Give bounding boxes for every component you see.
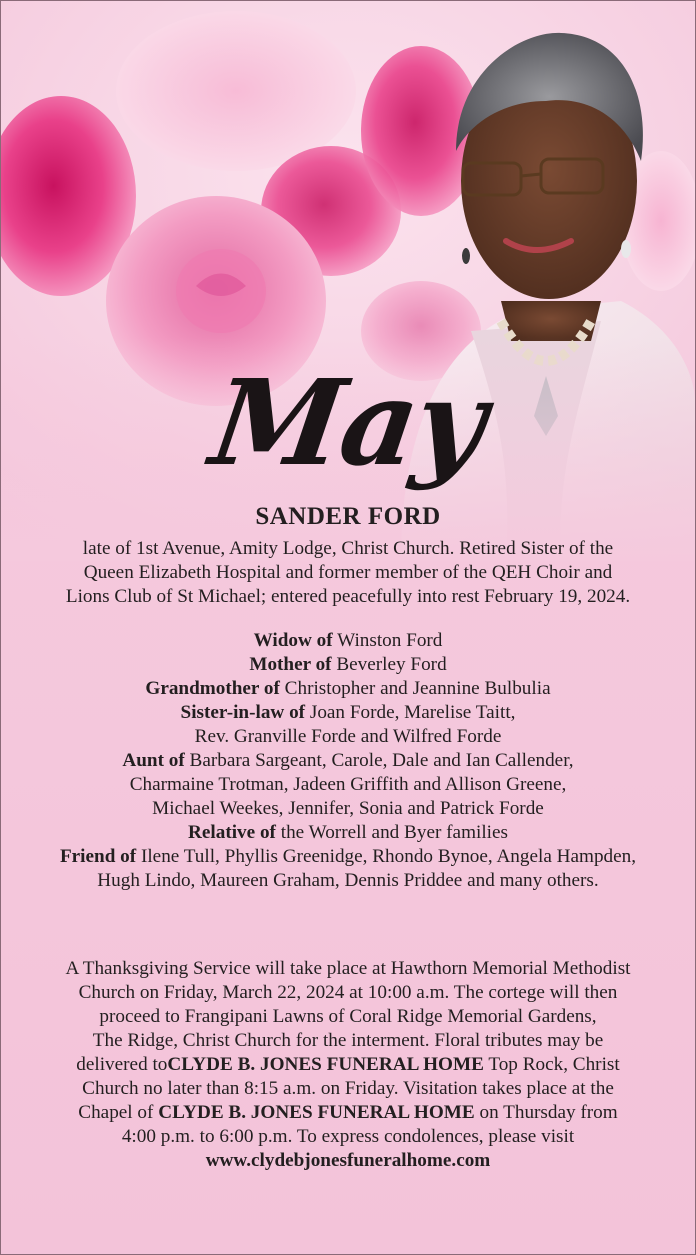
relation-line xyxy=(21,749,675,773)
funeral-home-name: CLYDE B. JONES FUNERAL HOME xyxy=(167,1054,484,1075)
service-line: A Thanksgiving Service will take place at Hawthorn Memorial Methodist xyxy=(65,958,631,979)
service-line: Church no later than 8:15 a.m. on Friday. Visitation takes place at the xyxy=(82,1078,614,1099)
relation-line xyxy=(21,797,675,821)
relation-text: Hugh Lindo, Maureen Graham, Dennis Priddee and many others. xyxy=(97,870,599,891)
relation-line xyxy=(21,701,675,725)
website-link[interactable]: www.clydebjonesfuneralhome.com xyxy=(205,1150,491,1171)
relation-text: Michael Weekes, Jennifer, Sonia and Patrick Forde xyxy=(152,798,544,819)
relation-label: Mother of xyxy=(249,654,332,675)
service-line xyxy=(21,1053,675,1077)
relation-text: Winston Ford xyxy=(332,630,443,651)
relation-line xyxy=(21,653,675,677)
family-relations xyxy=(21,629,675,893)
relation-line xyxy=(21,629,675,653)
service-line: The Ridge, Christ Church for the interment. Floral tributes may be xyxy=(92,1030,604,1051)
service-text: Top Rock, Christ xyxy=(483,1054,620,1075)
relation-text: Christopher and Jeannine Bulbulia xyxy=(279,678,551,699)
relation-line xyxy=(21,677,675,701)
relation-text: Joan Forde, Marelise Taitt, xyxy=(305,702,516,723)
service-line: proceed to Frangipani Lawns of Coral Ridge Memorial Gardens, xyxy=(99,1006,597,1027)
service-text: delivered to xyxy=(76,1054,168,1075)
relation-label: Friend of xyxy=(59,846,137,867)
relation-line xyxy=(21,773,675,797)
relation-text: Rev. Granville Forde and Wilfred Forde xyxy=(194,726,502,747)
intro-line: late of 1st Avenue, Amity Lodge, Christ Church. Retired Sister of the xyxy=(82,538,614,559)
service-line: Church on Friday, March 22, 2024 at 10:00 a.m. The cortege will then xyxy=(78,982,618,1003)
given-name-script: May xyxy=(203,353,493,492)
relation-text: Barbara Sargeant, Carole, Dale and Ian Callender, xyxy=(184,750,574,771)
intro-line: Lions Club of St Michael; entered peacefully into rest February 19, 2024. xyxy=(65,586,631,607)
relation-text: Ilene Tull, Phyllis Greenidge, Rhondo Bynoe, Angela Hampden, xyxy=(136,846,637,867)
relation-text: the Worrell and Byer families xyxy=(275,822,508,843)
relation-text: Charmaine Trotman, Jadeen Griffith and Allison Greene, xyxy=(129,774,567,795)
relation-label: Grandmother of xyxy=(145,678,280,699)
relation-label: Widow of xyxy=(253,630,333,651)
relation-line xyxy=(21,869,675,893)
service-line xyxy=(21,1101,675,1125)
intro-paragraph xyxy=(21,537,675,609)
surname: SANDER FORD xyxy=(255,503,441,530)
relation-line xyxy=(21,821,675,845)
service-text: on Thursday from xyxy=(474,1102,618,1123)
intro-line: Queen Elizabeth Hospital and former member of the QEH Choir and xyxy=(83,562,613,583)
service-line: 4:00 p.m. to 6:00 p.m. To express condolences, please visit xyxy=(121,1126,575,1147)
relation-text: Beverley Ford xyxy=(331,654,447,675)
relation-label: Sister-in-law of xyxy=(180,702,306,723)
service-details xyxy=(21,957,675,1173)
relation-line xyxy=(21,725,675,749)
service-text: Chapel of xyxy=(78,1102,159,1123)
relation-line xyxy=(21,845,675,869)
relation-label: Aunt of xyxy=(122,750,185,771)
relation-label: Relative of xyxy=(188,822,276,843)
funeral-home-name: CLYDE B. JONES FUNERAL HOME xyxy=(158,1102,475,1123)
